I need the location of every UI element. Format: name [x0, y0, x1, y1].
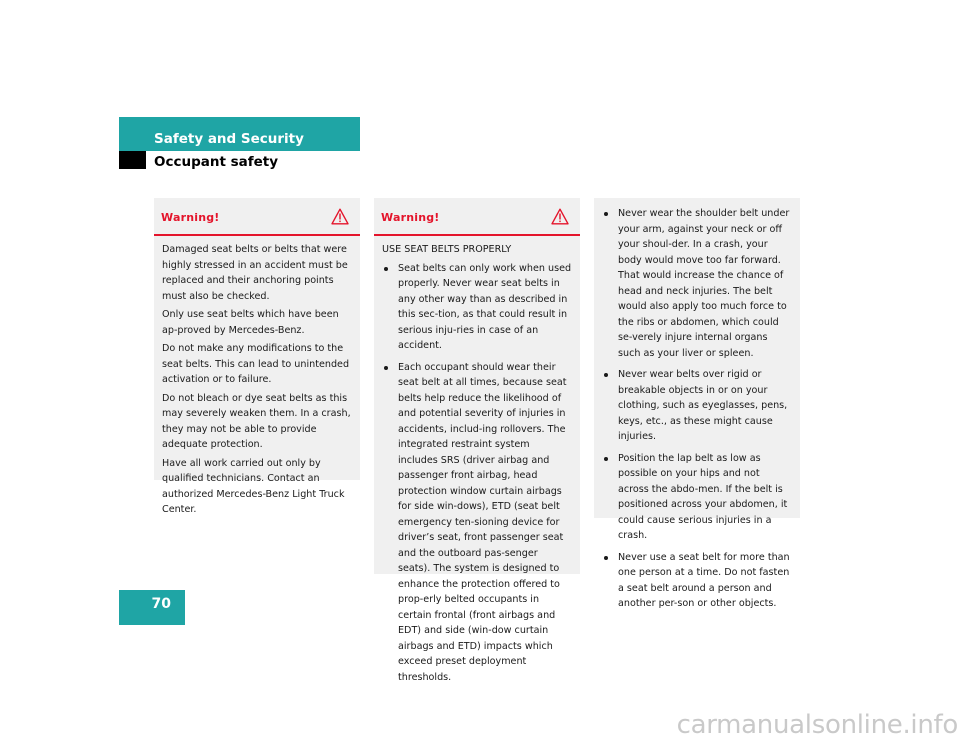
list-item: Never wear belts over rigid or breakable objects in or on your clothing, such as eyeglasses, pens, keys, etc., as these might cause injuries. [602, 367, 792, 445]
list-item: Seat belts can only work when used properly. Never wear seat belts in any other way than as described in this sec-tion, as that could result in serious inju-ries in case of an accident. [382, 261, 572, 354]
bullet-list [602, 206, 792, 612]
list-item: Never use a seat belt for more than one person at a time. Do not fasten a seat belt around a person and another per-son or other objects. [602, 550, 792, 612]
warning-box-seatbelt-damage [154, 198, 360, 515]
subsection-title: Occupant safety [154, 154, 279, 170]
paragraph: Do not bleach or dye seat belts as this may severely weaken them. In a crash, they may not be able to provide adequate protection. [162, 392, 351, 450]
paragraph: Do not make any modifications to the seat belts. This can lead to unintended activation or to failure. [162, 343, 350, 385]
section-title: Safety and Security [154, 131, 304, 147]
bullet-list [382, 261, 572, 686]
list-item: Never wear the shoulder belt under your arm, against your neck or off your shoul-der. In a crash, your body would move too far forward. That would increase the chance of head and neck injuries. The belt would also apply too much force to the ribs or abdomen, which could se-verely injure internal organs such as your liver or spleen. [602, 206, 792, 361]
paragraph: Damaged seat belts or belts that were highly stressed in an accident must be replaced and their anchoring points must also be checked. [162, 244, 348, 302]
section-tab-marker [119, 151, 146, 169]
warning-body [374, 236, 580, 697]
warning-triangle-icon [551, 208, 569, 225]
paragraph: Have all work carried out only by qualified technicians. Contact an authorized Mercedes-Benz Light Truck Center. [162, 457, 345, 515]
warning-subheading: USE SEAT BELTS PROPERLY [382, 244, 512, 255]
warning-box-continued [594, 198, 800, 609]
warning-body [594, 198, 800, 624]
warning-title: Warning! [381, 211, 440, 224]
section-header [119, 117, 360, 151]
warning-box-use-seatbelts [374, 198, 580, 683]
warning-header [154, 198, 360, 236]
warning-header [374, 198, 580, 236]
warning-body [154, 236, 360, 527]
watermark: carmanualsonline.info [676, 710, 958, 740]
list-item: Position the lap belt as low as possible on your hips and not across the abdo-men. If the belt is positioned across your abdomen, it could cause serious injuries in a crash. [602, 451, 792, 544]
paragraph: Only use seat belts which have been ap-proved by Mercedes-Benz. [162, 309, 339, 336]
warning-triangle-icon [331, 208, 349, 225]
page-number: 70 [151, 596, 171, 612]
page-number-box [119, 590, 185, 625]
list-item: Each occupant should wear their seat belt at all times, because seat belts help reduce the likelihood of and potential severity of injuries in accidents, includ-ing rollovers. The integrated restraint system includes SRS (driver airbag and passenger front airbag, head protection window curtain airbags for side win-dows), ETD (seat belt emergency ten-sioning device for driver’s seat, front passenger seat and the outboard pas-senger seats). The system is designed to enhance the protection offered to prop-erly belted occupants in certain frontal (front airbags and EDT) and side (win-dow curtain airbags and ETD) impacts which exceed preset deployment thresholds. [382, 360, 572, 686]
warning-title: Warning! [161, 211, 220, 224]
